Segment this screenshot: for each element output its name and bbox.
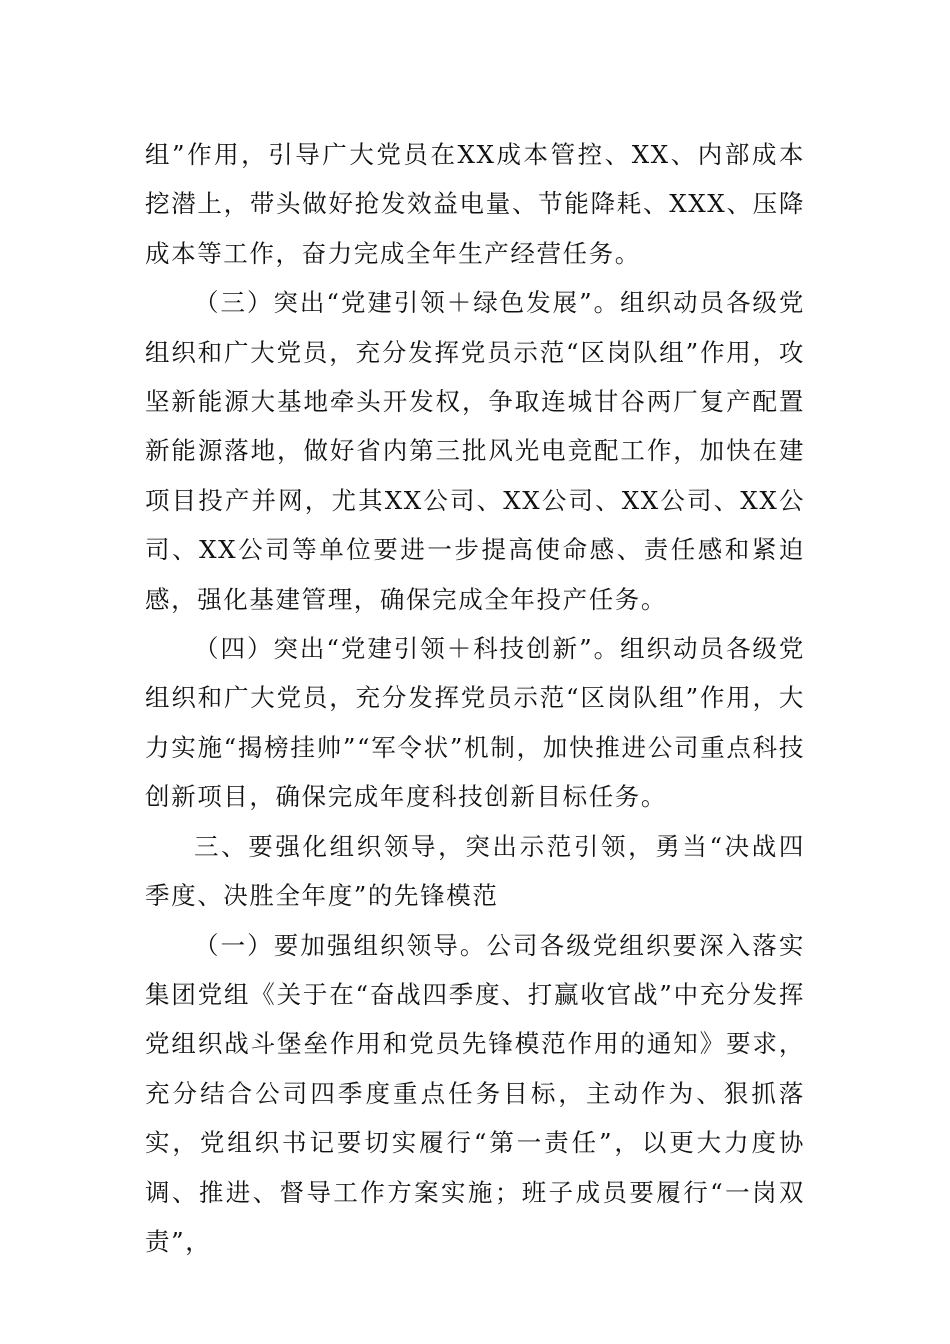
paragraph-section-3-green-development: （三）突出“党建引领＋绿色发展”。组织动员各级党组织和广大党员，充分发挥党员示范“区岗队组”作用，攻坚新能源大基地牵头开发权，争取连城甘谷两厂复产配置新能源落地，做好省内第三批风光电竞配工作，加快在建项目投产并网，尤其XX公司、XX公司、XX公司、XX公司、XX公司等单位要进一步提高使命感、责任感和紧迫感，强化基建管理，确保完成全年投产任务。 [145, 288, 805, 614]
paragraph-continuation: 组”作用，引导广大党员在XX成本管控、XX、内部成本挖潜上，带头做好抢发效益电量、节能降耗、XXX、压降成本等工作，奋力完成全年生产经营任务。 [145, 140, 805, 268]
paragraph-section-4-tech-innovation: （四）突出“党建引领＋科技创新”。组织动员各级党组织和广大党员，充分发挥党员示范“区岗队组”作用，大力实施“揭榜挂帅”“军令状”机制，加快推进公司重点科技创新项目，确保完成年度科技创新目标任务。 [145, 634, 805, 812]
document-page [145, 130, 805, 1266]
heading-part-3: 三、要强化组织领导，突出示范引领，勇当“决战四季度、决胜全年度”的先锋模范 [145, 831, 805, 911]
paragraph-section-1-leadership: （一）要加强组织领导。公司各级党组织要深入落实集团党组《关于在“奋战四季度、打赢收官战”中充分发挥党组织战斗堡垒作用和党员先锋模范作用的通知》要求，充分结合公司四季度重点任务目标，主动作为、狠抓落实，党组织书记要切实履行“第一责任”，以更大力度协调、推进、督导工作方案实施；班子成员要履行“一岗双责”， [145, 930, 805, 1256]
